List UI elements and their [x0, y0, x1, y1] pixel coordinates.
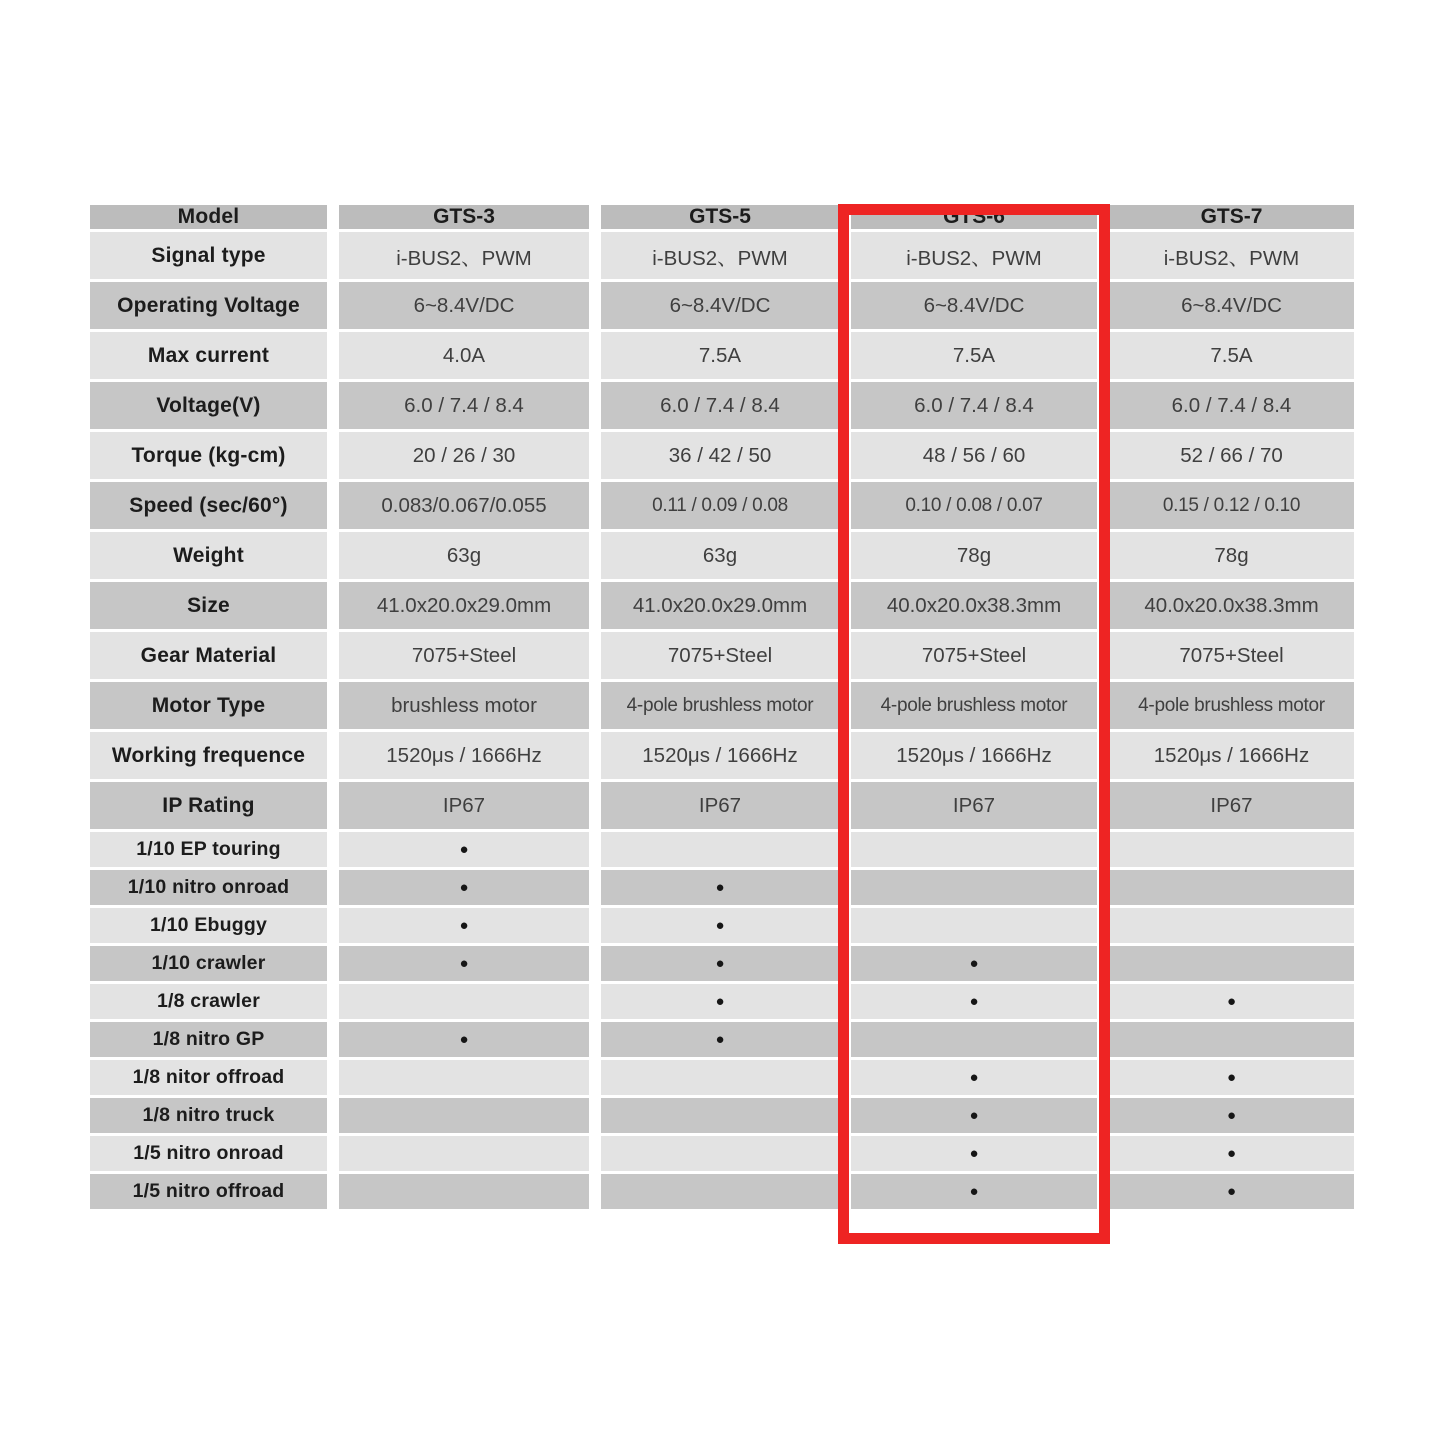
spec-value-cell-gts-6: 7075+Steel — [851, 632, 1097, 679]
spec-value-cell-gts-7: 1520μs / 1666Hz — [1109, 732, 1354, 779]
spec-value-cell-gts-5: 6.0 / 7.4 / 8.4 — [601, 382, 839, 429]
spec-value-cell-gts-6: 78g — [851, 532, 1097, 579]
spec-value-cell-gts-7: 6~8.4V/DC — [1109, 282, 1354, 329]
spec-value-cell-gts-6: 6~8.4V/DC — [851, 282, 1097, 329]
spec-value-cell-gts-3: 6.0 / 7.4 / 8.4 — [339, 382, 589, 429]
table-row — [90, 870, 1354, 905]
application-cell-gts-6 — [851, 908, 1097, 943]
spec-label-cell: Max current — [90, 332, 327, 379]
application-dot-icon: ● — [969, 1145, 979, 1162]
application-dot-icon: ● — [1226, 1107, 1237, 1124]
spec-value-cell-gts-7: IP67 — [1109, 782, 1354, 829]
application-cell-gts-5 — [601, 1022, 839, 1057]
spec-value-cell-gts-7: 40.0x20.0x38.3mm — [1109, 582, 1354, 629]
table-row — [90, 1060, 1354, 1095]
spec-value-cell-gts-3: IP67 — [339, 782, 589, 829]
spec-value-cell-gts-6: 0.10 / 0.08 / 0.07 — [851, 482, 1097, 529]
spec-value-cell-gts-5: 7.5A — [601, 332, 839, 379]
table-row — [90, 1022, 1354, 1057]
application-cell-gts-6 — [851, 1174, 1097, 1209]
application-cell-gts-7 — [1109, 1136, 1354, 1171]
application-cell-gts-7 — [1109, 908, 1354, 943]
spec-value-cell-gts-7: 0.15 / 0.12 / 0.10 — [1109, 482, 1354, 529]
table-row — [90, 1174, 1354, 1209]
table-row — [90, 232, 1354, 279]
spec-value-cell-gts-6: 48 / 56 / 60 — [851, 432, 1097, 479]
table-row — [90, 632, 1354, 679]
table-row — [90, 382, 1354, 429]
application-label-cell: 1/8 nitor offroad — [90, 1060, 327, 1095]
spec-value-cell-gts-6: 6.0 / 7.4 / 8.4 — [851, 382, 1097, 429]
table-row — [90, 832, 1354, 867]
spec-value-cell-gts-6: 4-pole brushless motor — [851, 682, 1097, 729]
table-row — [90, 782, 1354, 829]
application-dot-icon: ● — [459, 917, 469, 934]
application-label-cell: 1/8 nitro GP — [90, 1022, 327, 1057]
spec-value-cell-gts-5: 63g — [601, 532, 839, 579]
table-row — [90, 908, 1354, 943]
table-row — [90, 732, 1354, 779]
application-cell-gts-7 — [1109, 1174, 1354, 1209]
application-cell-gts-5 — [601, 946, 839, 981]
application-label-cell: 1/8 crawler — [90, 984, 327, 1019]
application-cell-gts-3 — [339, 1022, 589, 1057]
application-cell-gts-6 — [851, 946, 1097, 981]
spec-value-cell-gts-5: IP67 — [601, 782, 839, 829]
application-dot-icon: ● — [969, 1069, 979, 1086]
header-cell-gts-7: GTS-7 — [1109, 205, 1354, 229]
application-cell-gts-3 — [339, 1060, 589, 1095]
spec-label-cell: Signal type — [90, 232, 327, 279]
application-cell-gts-6 — [851, 984, 1097, 1019]
spec-comparison-table — [90, 205, 1354, 1212]
spec-label-cell: Size — [90, 582, 327, 629]
application-dot-icon: ● — [715, 879, 725, 896]
spec-value-cell-gts-3: 41.0x20.0x29.0mm — [339, 582, 589, 629]
spec-value-cell-gts-7: 7075+Steel — [1109, 632, 1354, 679]
spec-value-cell-gts-7: i-BUS2、PWM — [1109, 232, 1354, 279]
table-row — [90, 282, 1354, 329]
spec-label-cell: Motor Type — [90, 682, 327, 729]
application-dot-icon: ● — [459, 1031, 469, 1048]
spec-value-cell-gts-7: 78g — [1109, 532, 1354, 579]
application-cell-gts-5 — [601, 1098, 839, 1133]
header-cell-gts-5: GTS-5 — [601, 205, 839, 229]
application-label-cell: 1/10 nitro onroad — [90, 870, 327, 905]
application-cell-gts-3 — [339, 1098, 589, 1133]
table-row — [90, 332, 1354, 379]
spec-value-cell-gts-3: 4.0A — [339, 332, 589, 379]
application-dot-icon: ● — [1226, 1145, 1237, 1162]
application-cell-gts-6 — [851, 832, 1097, 867]
application-cell-gts-3 — [339, 832, 589, 867]
spec-value-cell-gts-7: 6.0 / 7.4 / 8.4 — [1109, 382, 1354, 429]
application-dot-icon: ● — [969, 955, 979, 972]
table-header-row — [90, 205, 1354, 229]
application-cell-gts-5 — [601, 870, 839, 905]
spec-label-cell: Gear Material — [90, 632, 327, 679]
spec-value-cell-gts-6: IP67 — [851, 782, 1097, 829]
application-dot-icon: ● — [715, 1031, 725, 1048]
application-cell-gts-3 — [339, 946, 589, 981]
application-cell-gts-5 — [601, 908, 839, 943]
application-cell-gts-6 — [851, 1098, 1097, 1133]
spec-value-cell-gts-6: 1520μs / 1666Hz — [851, 732, 1097, 779]
header-model-cell: Model — [90, 205, 327, 229]
application-cell-gts-5 — [601, 1174, 839, 1209]
spec-value-cell-gts-7: 4-pole brushless motor — [1109, 682, 1354, 729]
application-dot-icon: ● — [715, 917, 725, 934]
spec-value-cell-gts-5: 41.0x20.0x29.0mm — [601, 582, 839, 629]
application-label-cell: 1/10 Ebuggy — [90, 908, 327, 943]
application-cell-gts-7 — [1109, 1098, 1354, 1133]
application-cell-gts-3 — [339, 984, 589, 1019]
application-cell-gts-7 — [1109, 984, 1354, 1019]
application-dot-icon: ● — [1226, 993, 1237, 1010]
spec-value-cell-gts-3: 0.083/0.067/0.055 — [339, 482, 589, 529]
application-cell-gts-7 — [1109, 946, 1354, 981]
table-row — [90, 1098, 1354, 1133]
application-dot-icon: ● — [969, 993, 979, 1010]
application-dot-icon: ● — [715, 955, 725, 972]
application-dot-icon: ● — [969, 1107, 979, 1124]
spec-label-cell: Voltage(V) — [90, 382, 327, 429]
application-dot-icon: ● — [969, 1183, 979, 1200]
spec-value-cell-gts-5: 6~8.4V/DC — [601, 282, 839, 329]
table-row — [90, 532, 1354, 579]
spec-label-cell: Operating Voltage — [90, 282, 327, 329]
application-cell-gts-3 — [339, 908, 589, 943]
table-row — [90, 682, 1354, 729]
application-dot-icon: ● — [1226, 1069, 1237, 1086]
spec-value-cell-gts-5: 0.11 / 0.09 / 0.08 — [601, 482, 839, 529]
application-cell-gts-7 — [1109, 1060, 1354, 1095]
application-cell-gts-5 — [601, 1136, 839, 1171]
table-row — [90, 432, 1354, 479]
spec-label-cell: IP Rating — [90, 782, 327, 829]
application-cell-gts-7 — [1109, 1022, 1354, 1057]
spec-label-cell: Speed (sec/60°) — [90, 482, 327, 529]
spec-value-cell-gts-6: 7.5A — [851, 332, 1097, 379]
spec-value-cell-gts-6: i-BUS2、PWM — [851, 232, 1097, 279]
application-dot-icon: ● — [715, 993, 725, 1010]
application-cell-gts-6 — [851, 1060, 1097, 1095]
application-cell-gts-6 — [851, 870, 1097, 905]
application-cell-gts-5 — [601, 832, 839, 867]
spec-value-cell-gts-7: 52 / 66 / 70 — [1109, 432, 1354, 479]
application-cell-gts-5 — [601, 984, 839, 1019]
spec-value-cell-gts-5: 4-pole brushless motor — [601, 682, 839, 729]
application-dot-icon: ● — [459, 879, 469, 896]
table-row — [90, 946, 1354, 981]
spec-label-cell: Working frequence — [90, 732, 327, 779]
spec-value-cell-gts-5: 36 / 42 / 50 — [601, 432, 839, 479]
application-cell-gts-6 — [851, 1136, 1097, 1171]
application-dot-icon: ● — [459, 955, 469, 972]
spec-label-cell: Torque (kg-cm) — [90, 432, 327, 479]
spec-label-cell: Weight — [90, 532, 327, 579]
spec-value-cell-gts-3: i-BUS2、PWM — [339, 232, 589, 279]
application-label-cell: 1/8 nitro truck — [90, 1098, 327, 1133]
application-cell-gts-3 — [339, 1174, 589, 1209]
spec-value-cell-gts-6: 40.0x20.0x38.3mm — [851, 582, 1097, 629]
table-row — [90, 582, 1354, 629]
application-dot-icon: ● — [1226, 1183, 1237, 1200]
spec-value-cell-gts-3: 63g — [339, 532, 589, 579]
application-dot-icon: ● — [459, 841, 469, 858]
application-cell-gts-6 — [851, 1022, 1097, 1057]
table-row — [90, 1136, 1354, 1171]
header-cell-gts-3: GTS-3 — [339, 205, 589, 229]
table-row — [90, 984, 1354, 1019]
spec-value-cell-gts-3: 6~8.4V/DC — [339, 282, 589, 329]
spec-value-cell-gts-5: 7075+Steel — [601, 632, 839, 679]
application-label-cell: 1/10 crawler — [90, 946, 327, 981]
application-label-cell: 1/5 nitro offroad — [90, 1174, 327, 1209]
spec-value-cell-gts-3: brushless motor — [339, 682, 589, 729]
table-row — [90, 482, 1354, 529]
application-label-cell: 1/10 EP touring — [90, 832, 327, 867]
spec-value-cell-gts-7: 7.5A — [1109, 332, 1354, 379]
spec-value-cell-gts-3: 1520μs / 1666Hz — [339, 732, 589, 779]
application-cell-gts-7 — [1109, 832, 1354, 867]
spec-value-cell-gts-5: i-BUS2、PWM — [601, 232, 839, 279]
spec-value-cell-gts-3: 7075+Steel — [339, 632, 589, 679]
header-cell-gts-6: GTS-6 — [851, 205, 1097, 229]
spec-value-cell-gts-5: 1520μs / 1666Hz — [601, 732, 839, 779]
application-cell-gts-3 — [339, 870, 589, 905]
application-cell-gts-7 — [1109, 870, 1354, 905]
application-cell-gts-3 — [339, 1136, 589, 1171]
application-label-cell: 1/5 nitro onroad — [90, 1136, 327, 1171]
spec-value-cell-gts-3: 20 / 26 / 30 — [339, 432, 589, 479]
application-cell-gts-5 — [601, 1060, 839, 1095]
